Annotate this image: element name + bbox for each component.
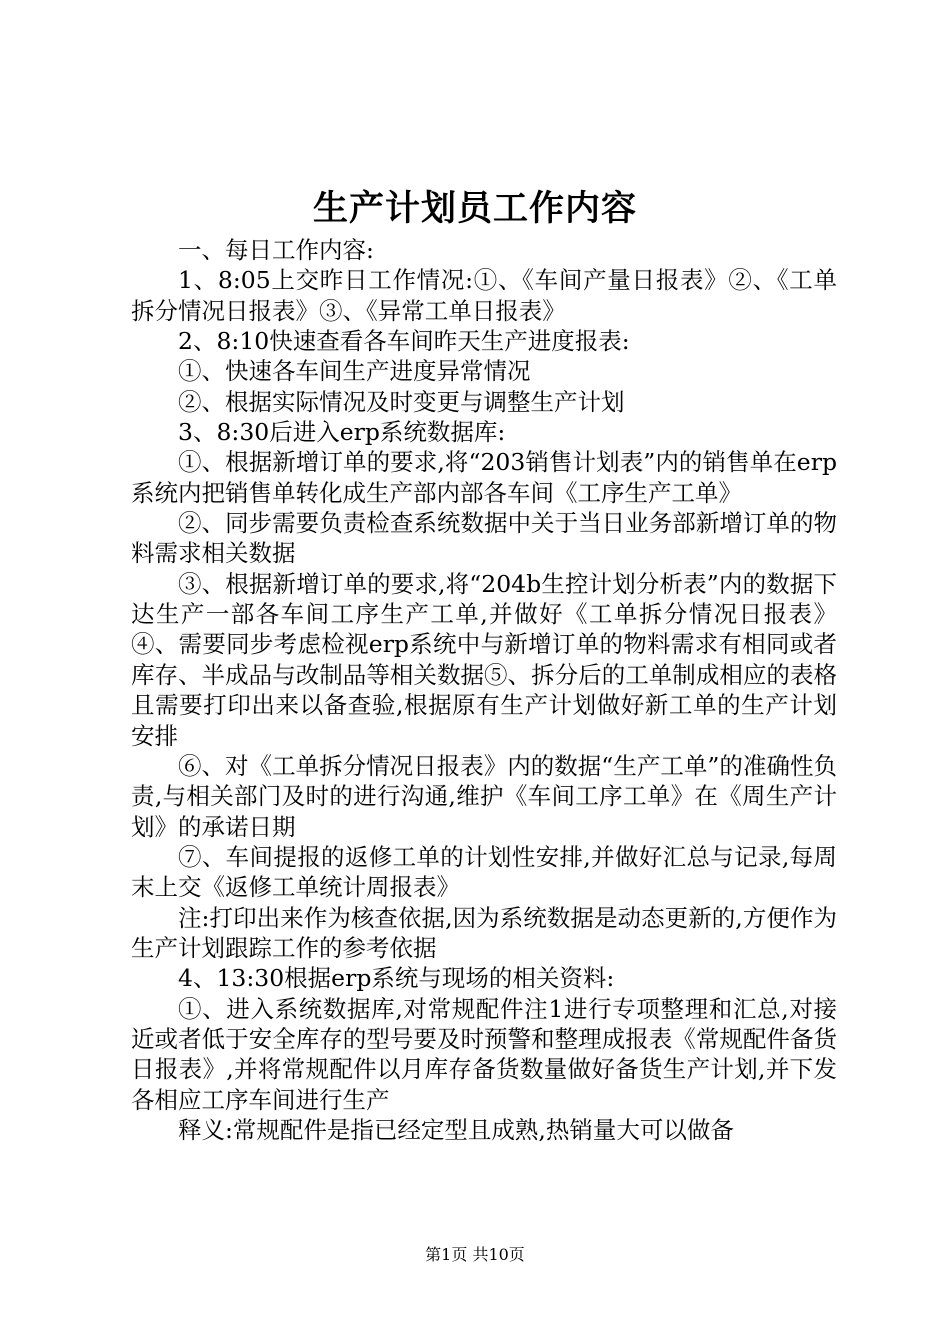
paragraph: ③、根据新增订单的要求,将“204b生控计划分析表”内的数据下达生产一部各车间工序生产工单,并做好《工单拆分情况日报表》④、需要同步考虑检视erp系统中与新增订单的物料需求有相同或者库存、半成品与改制品等相关数据⑤、拆分后的工单制成相应的表格且需要打印出来以备查验,根据原有生产计划做好新工单的生产计划安排 [131,569,837,750]
paragraph: 释义:常规配件是指已经定型且成熟,热销量大可以做备 [178,1115,734,1144]
paragraph: ①、进入系统数据库,对常规配件注1进行专项整理和汇总,对接近或者低于安全库存的型号要及时预警和整理成报表《常规配件备货日报表》,并将常规配件以月库存备货数量做好备货生产计划,并下发各相应工序车间进行生产 [131,994,837,1114]
paragraph: 一、每日工作内容: [178,236,374,264]
paragraph: 4、13:30根据erp系统与现场的相关资料: [178,964,615,993]
paragraph: ②、同步需要负责检查系统数据中关于当日业务部新增订单的物料需求相关数据 [131,509,837,568]
paragraph: ⑥、对《工单拆分情况日报表》内的数据“生产工单”的准确性负责,与相关部门及时的进行沟通,维护《车间工序工单》在《周生产计划》的承诺日期 [131,751,837,841]
paragraph: ①、根据新增订单的要求,将“203销售计划表”内的销售单在erp系统内把销售单转化成生产部内部各车间《工序生产工单》 [131,448,837,507]
paragraph: ⑦、车间提报的返修工单的计划性安排,并做好汇总与记录,每周末上交《返修工单统计周报表》 [131,842,837,902]
paragraph: 3、8:30后进入erp系统数据库: [178,418,506,447]
document-body [131,235,837,1145]
paragraph: 2、8:10快速查看各车间昨天生产进度报表: [178,327,630,356]
document-title: 生产计划员工作内容 [312,188,637,229]
paragraph: 注:打印出来作为核查依据,因为系统数据是动态更新的,方便作为生产计划跟踪工作的参考依据 [131,903,837,962]
paragraph: 1、8:05上交昨日工作情况:①、《车间产量日报表》②、《工单拆分情况日报表》③、《异常工单日报表》 [131,266,837,325]
page-number-footer: 第1页 共10页 [425,1245,525,1264]
paragraph: ①、快速各车间生产进度异常情况 [178,357,531,386]
paragraph: ②、根据实际情况及时变更与调整生产计划 [178,387,625,416]
